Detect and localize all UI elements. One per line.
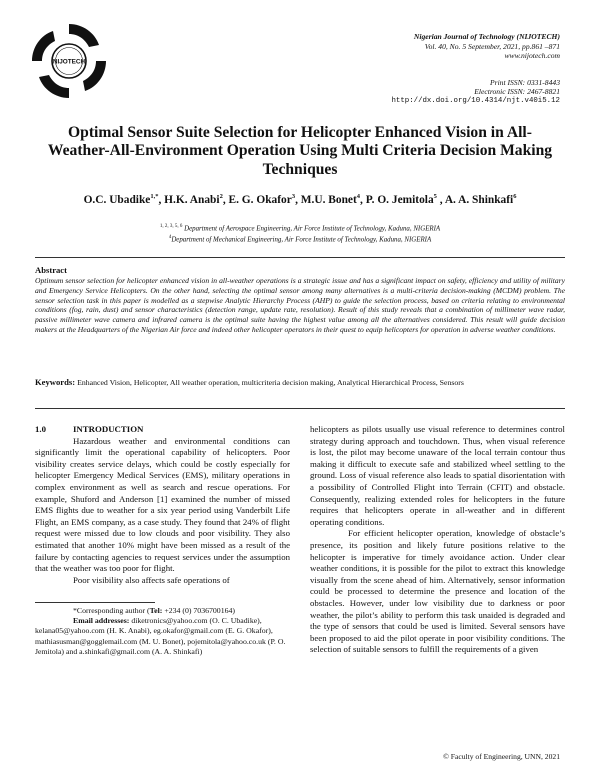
- author-name: A. A. Shinkafi: [444, 193, 514, 206]
- divider: [35, 257, 565, 258]
- tel-label: Tel:: [149, 606, 163, 615]
- paragraph: For efficient helicopter operation, knowledge of obstacle’s presence, its position and likely future positions relative to the helicopter is imperative for timely avoidance action. Under clear weather conditions, it is possible for the pilot to extract this knowledge visually from the scene ahead of him. Alternatively, sensor information could be processed to determine the presence and location of the obstacles. However, under low visibility due to darkness or poor weather, the pilot’s ability to perform this task unaided is degraded and the type of sensors that could be used is limited. Several sensors have been proposed to aid the pilot operate in poor visibility conditions. The selection of suitable sensors to fulfill the requirements of a given: [310, 528, 565, 655]
- affiliations: [40, 222, 560, 245]
- volume-info: Vol. 40, No. 5 September, 2021, pp.861 –871: [424, 41, 560, 51]
- print-issn: Print ISSN: 0331-8443: [489, 78, 560, 87]
- corresponding-label: *Corresponding author (: [73, 606, 150, 615]
- left-column: [35, 424, 290, 586]
- author-list: O.C. Ubadike$^{1,*}$, H.K. Anabi$^2$, E. G. Okafor$^3$, M.U. Bonet$^4$, P. O. Jemitola$^5$ , A. A. Shinkafi$^6$: [83, 193, 517, 206]
- author-sup: 5: [433, 193, 437, 200]
- abstract-heading: Abstract: [35, 265, 67, 275]
- abstract-text: Optimum sensor selection for helicopter enhanced vision in all-weather operations is a strategic issue and has a significant impact on safety, efficiency and utility of military and Emergency Service Helicopters. On the other hand, selecting the optimal sensor among many alternatives is a multi-criteria decision-making (MCDM) problem. The sensor selection task in this paper is modelled as a stepwise Analytic Hierarchy Process (AHP) to guide the selection process, based on criteria relating to environmental conditions (fog, rain, dust) and sensor characteristics (detection range, update rate, resolution). Result of this study reveals that a combination of millimeter wave radar, passive millimeter wave camera and infrared camera is the optimal suite having the highest value among all the alternatives considered. This result will guide decision makers at the Headquarters of the Nigerian Air force and indeed other helicopter operators in their quest to equip helicopters for operation in adverse weather conditions.: [35, 276, 565, 334]
- journal-name: Nigerian Journal of Technology (NIJOTECH): [413, 32, 560, 41]
- affiliation-line: $^4$Department of Mechanical Engineering, Air Force Institute of Technology, Kaduna, NIGERIA: [168, 235, 432, 244]
- logo-text: NIJOTECH: [52, 58, 86, 66]
- author-sup: 2: [219, 193, 223, 200]
- footnote-rule: [35, 602, 155, 603]
- keywords: [35, 377, 565, 388]
- keywords-label: Keywords:: [35, 377, 76, 387]
- section-number: 1.0: [35, 424, 46, 434]
- author-name: E. G. Okafor: [228, 193, 292, 206]
- author-sup: 6: [513, 193, 517, 200]
- paragraph: Poor visibility also affects safe operations of: [73, 574, 230, 585]
- right-column: [310, 424, 565, 656]
- journal-website[interactable]: www.nijotech.com: [504, 51, 560, 61]
- paragraph: helicopters as pilots usually use visual reference to determines control strategy during approach and touchdown. Thus, when visual reference is lost, the pilot may become unaware of the local terrain contour thus making it difficult to execute safe and stabilized wheel settling to the ground. Loss of visual reference also leads to spatial disorientation with a possibility of Controlled Flight into Terrain (CFIT) and obstacle. Consequently, realizing extended roles for helicopters in the future requires that helicopters operate in all-weather and in different operating conditions.: [310, 424, 565, 527]
- author-sup: 4: [356, 193, 361, 200]
- issn-block: [260, 78, 560, 106]
- paragraph: Hazardous weather and environmental conditions can significantly limit the operational capability of helicopters. Poor visibility creates service delays, which could be costly especially for helicopter Emergency Medical Services (EMS), military operations in complex environment as well as search and rescue operations. For example, Shuford and Anderson [1] examined the number of missed EMS flights due to weather for a six year period using Vanderbilt Life Flight, an EMS company, as a case study. They found that 24% of flight request were missed due to low clouds and poor visibility. They also estimated that another 10% might have been missed as a result of the failure by contacting agencies to request services under the assumption that the weather was too poor for flight.: [35, 435, 290, 574]
- section-title: INTRODUCTION: [73, 424, 144, 434]
- author-sup: 3: [291, 193, 296, 200]
- email-list[interactable]: diketronics@yahoo.com (O. C. Ubadike), kelana05@yahoo.com (H. K. Anabi), eg.okafor@gmail.com (E. G. Okafor), mathiasusman@gogglemail.com (M. U. Bonet), pojemitola@yahoo.co.uk (P. O. Jemitola) and a.shinkafi@gmail.com (A. A. Shinkafi): [35, 616, 286, 656]
- section-heading: [35, 424, 290, 436]
- author-name: O.C. Ubadike: [83, 193, 151, 206]
- paper-title: Optimal Sensor Suite Selection for Helicopter Enhanced Vision in All-Weather-All-Environment Operation Using Multi Criteria Decision Making Techniques: [47, 124, 553, 178]
- author-name: H.K. Anabi: [164, 193, 220, 206]
- electronic-issn: Electronic ISSN: 2467-8821: [474, 87, 560, 97]
- divider: [35, 408, 565, 409]
- author-name: P. O. Jemitola: [365, 193, 434, 206]
- affiliation-line: $^{1, 2, 3, 5, 6}$ Department of Aerospace Engineering, Air Force Institute of Technology, Kaduna, NIGERIA: [159, 224, 441, 233]
- journal-logo: [30, 22, 108, 100]
- author-sup: 1,*: [150, 193, 159, 200]
- doi-link[interactable]: http://dx.doi.org/10.4314/njt.v40i5.12: [391, 96, 560, 105]
- author-name: M.U. Bonet: [300, 193, 357, 206]
- page-footer: © Faculty of Engineering, UNN, 2021: [443, 752, 560, 761]
- tel-value: +234 (0) 7036700164: [164, 606, 233, 615]
- correspondence-note: *Corresponding author (Tel: +234 (0) 7036700164) Email addresses: diketronics@yahoo.com (O. C. Ubadike), kelana05@yahoo.com (H. K. Anabi), eg.okafor@gmail.com (E. G. Okafor), mathiasusman@gogglemail.com (M. U. Bonet), pojemitola@yahoo.co.uk (P. O. Jemitola) and a.shinkafi@gmail.com (A. A. Shinkafi): [35, 606, 286, 656]
- keywords-text: Enhanced Vision, Helicopter, All weather operation, multicriteria decision making, Analytical Hierarchical Process, Sensors: [77, 378, 464, 387]
- email-label: Email addresses:: [73, 616, 130, 626]
- journal-header: [260, 32, 560, 61]
